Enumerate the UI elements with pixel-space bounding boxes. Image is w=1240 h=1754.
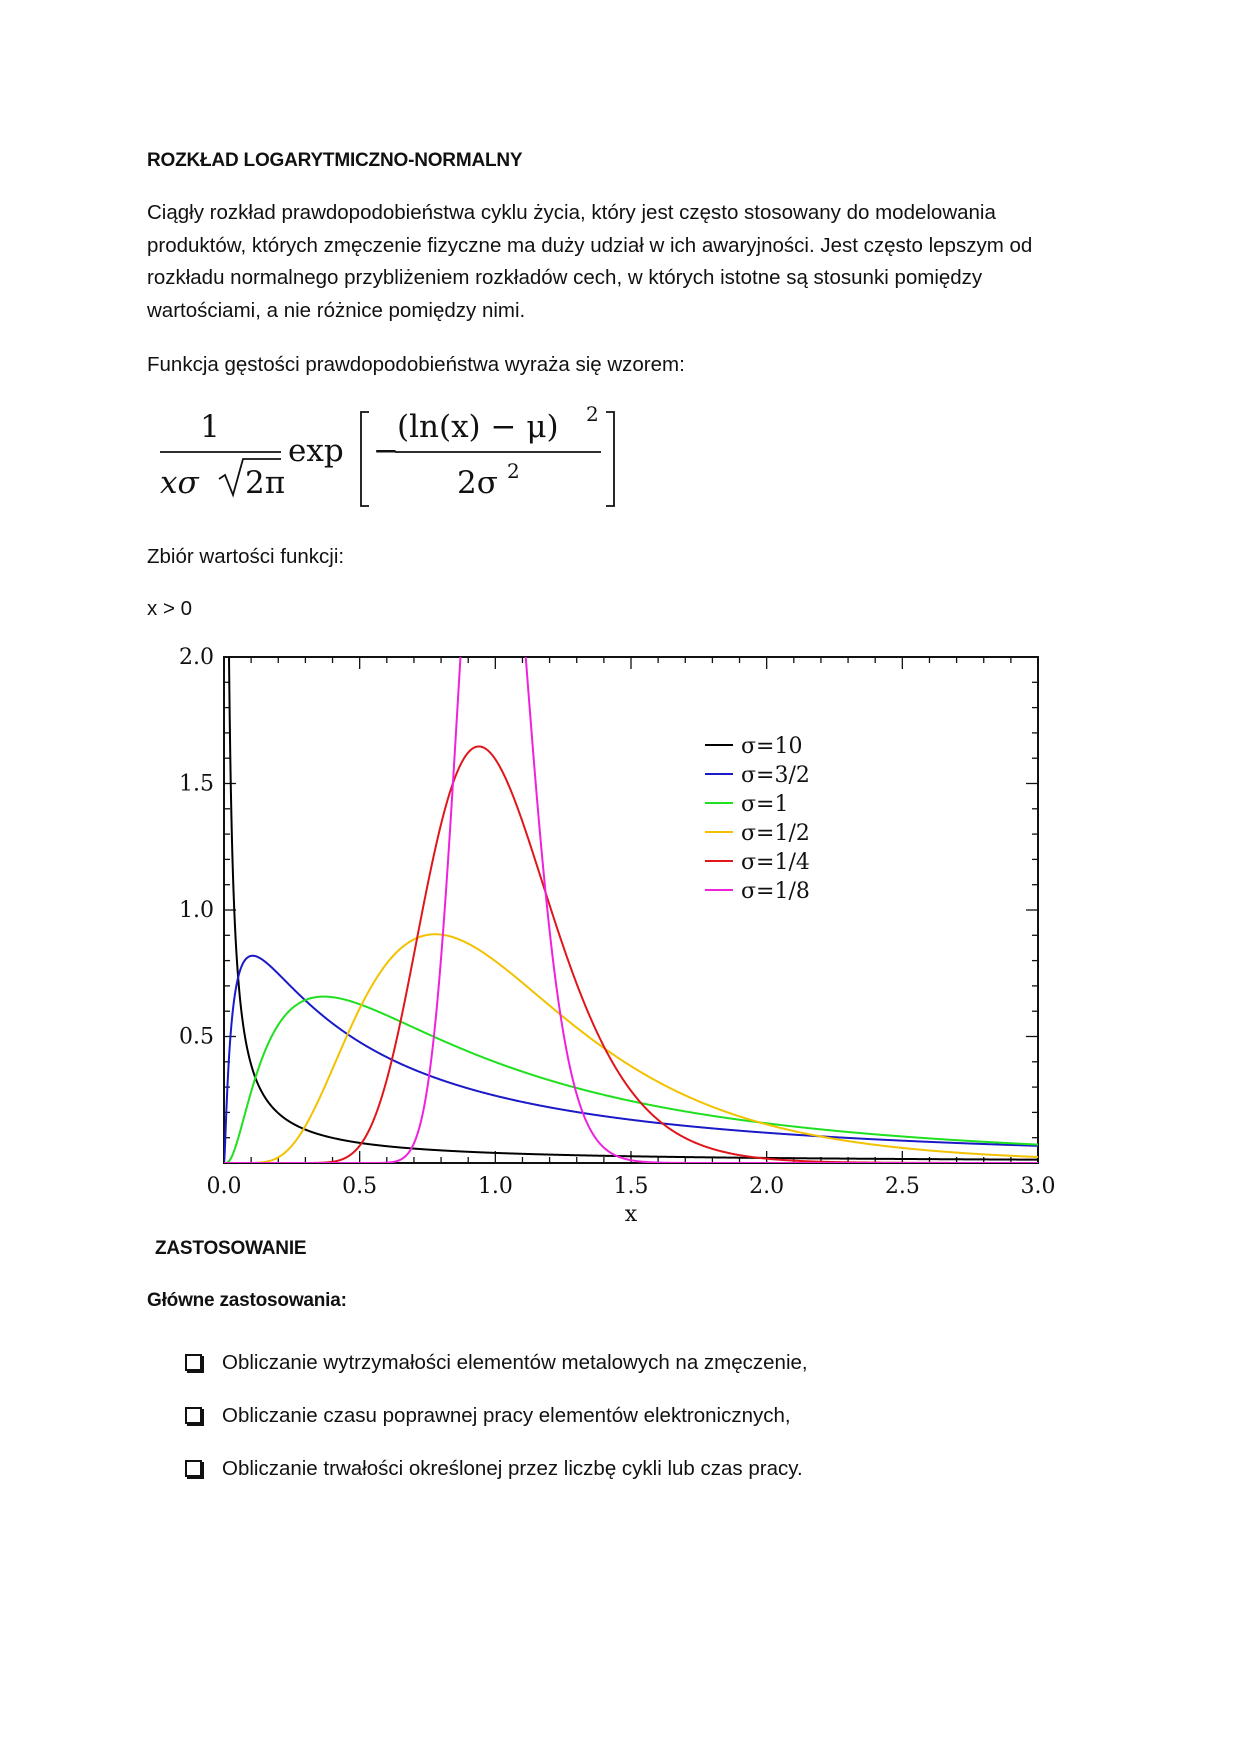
list-item	[185, 1389, 808, 1442]
legend-label: σ=3/2	[741, 763, 810, 788]
series-line	[224, 645, 1038, 1160]
density-formula	[155, 405, 645, 515]
series-line	[224, 934, 1038, 1163]
legend-label: σ=1/2	[741, 821, 810, 846]
formula-numerator: 1	[200, 409, 220, 445]
formula-inner-numerator: (ln(x) − μ)	[397, 409, 559, 445]
checkbox-bullet-icon	[185, 1407, 202, 1424]
x-tick-label: 2.0	[749, 1174, 785, 1199]
use-text: Obliczanie trwałości określonej przez liczbę cykli lub czas pracy.	[222, 1456, 803, 1480]
series-line	[224, 956, 1038, 1162]
x-tick-label: 1.5	[613, 1174, 649, 1199]
range-label: Zbiór wartości funkcji:	[147, 545, 345, 568]
use-text: Obliczanie wytrzymałości elementów metalowych na zmęczenie,	[222, 1350, 808, 1374]
intro-paragraph: Ciągły rozkład prawdopodobieństwa cyklu życia, który jest często stosowany do modelowania produktów, których zmęczenie fizyczne ma duży udział w ich awaryjności. Jest często lepszym od rozkładu normalnego przybliżeniem rozkładów cech, w których istotne są stosunki pomiędzy wartościami, a nie różnice pomiędzy nimi.	[147, 201, 1033, 322]
series-line	[224, 645, 1038, 1163]
range-value: x > 0	[147, 597, 193, 620]
checkbox-bullet-icon	[185, 1354, 202, 1371]
uses-list	[185, 1336, 808, 1495]
formula-exp: exp	[288, 433, 344, 469]
legend-label: σ=10	[741, 734, 803, 759]
document-title: ROZKŁAD LOGARYTMICZNO-NORMALNY	[147, 150, 523, 171]
formula-inner-exponent: 2	[586, 405, 599, 426]
y-tick-label: 0.5	[179, 1024, 214, 1050]
section-title: ZASTOSOWANIE	[155, 1238, 307, 1259]
lognormal-chart	[170, 645, 1080, 1245]
x-axis-label: x	[624, 1202, 638, 1227]
legend-label: σ=1/4	[741, 850, 810, 875]
left-bracket	[361, 412, 369, 506]
series-line	[224, 997, 1038, 1163]
list-item	[185, 1442, 808, 1495]
formula-denominator-prefix: xσ	[160, 465, 199, 501]
legend-label: σ=1	[741, 792, 789, 817]
list-item	[185, 1336, 808, 1389]
y-tick-label: 2.0	[179, 645, 214, 670]
legend-label: σ=1/8	[741, 879, 810, 904]
y-tick-label: 1.0	[179, 898, 214, 923]
x-tick-label: 0.0	[206, 1174, 242, 1199]
plot-frame	[224, 657, 1038, 1163]
y-tick-label: 1.5	[179, 771, 214, 797]
x-tick-label: 0.5	[342, 1174, 378, 1199]
use-text: Obliczanie czasu poprawnej pracy elementów elektronicznych,	[222, 1403, 791, 1427]
x-tick-label: 3.0	[1020, 1174, 1056, 1199]
x-tick-label: 1.0	[477, 1174, 513, 1199]
formula-inner-denominator: 2σ	[457, 465, 498, 501]
x-tick-label: 2.5	[884, 1174, 920, 1199]
right-bracket	[606, 412, 614, 506]
formula-den-exponent: 2	[507, 459, 520, 483]
formula-minus: −	[373, 433, 399, 469]
formula-intro: Funkcja gęstości prawdopodobieństwa wyraża się wzorem:	[147, 353, 685, 376]
formula-root-arg: 2π	[245, 465, 286, 501]
checkbox-bullet-icon	[185, 1460, 202, 1477]
uses-heading: Główne zastosowania:	[147, 1290, 347, 1311]
